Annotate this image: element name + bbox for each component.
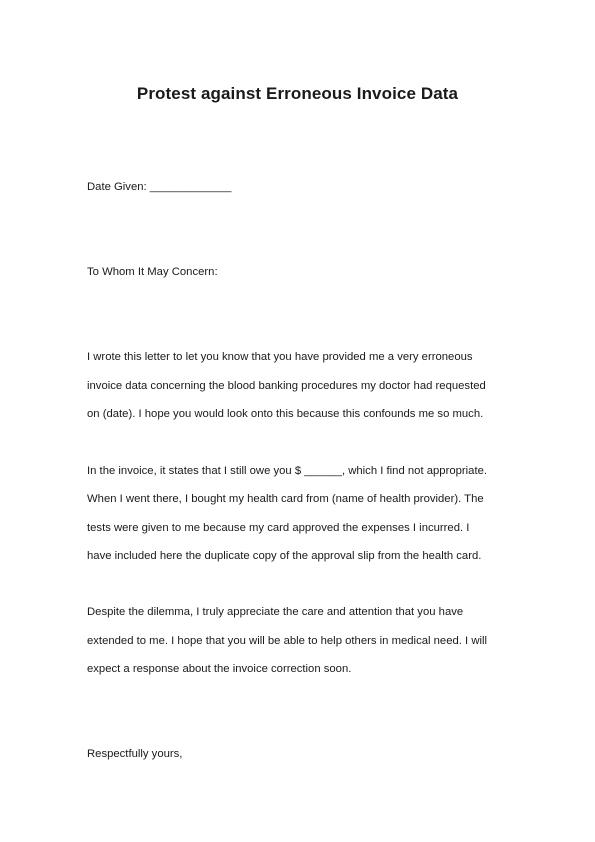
paragraph-line: When I went there, I bought my health card from (name of health provider). The — [87, 493, 484, 505]
paragraph-line: In the invoice, it states that I still owe you $ ______, which I find not appropriate. — [87, 465, 488, 477]
paragraph-line: invoice data concerning the blood banking procedures my doctor had requested — [87, 380, 486, 392]
page-title: Protest against Erroneous Invoice Data — [136, 84, 459, 103]
date-given-line: Date Given: _____________ — [87, 181, 232, 193]
salutation: To Whom It May Concern: — [87, 266, 218, 278]
paragraph-line: Despite the dilemma, I truly appreciate the care and attention that you have — [87, 606, 464, 618]
paragraph-line: expect a response about the invoice correction soon. — [87, 663, 352, 675]
paragraph-line: I wrote this letter to let you know that you have provided me a very erroneous — [87, 351, 473, 363]
paragraph-line: on (date). I hope you would look onto this because this confounds me so much. — [87, 408, 484, 420]
paragraph-line: have included here the duplicate copy of the approval slip from the health card. — [87, 550, 482, 562]
paragraph-line: tests were given to me because my card approved the expenses I incurred. I — [87, 522, 470, 534]
paragraph-line: extended to me. I hope that you will be able to help others in medical need. I will — [87, 635, 488, 647]
closing: Respectfully yours, — [87, 748, 183, 760]
